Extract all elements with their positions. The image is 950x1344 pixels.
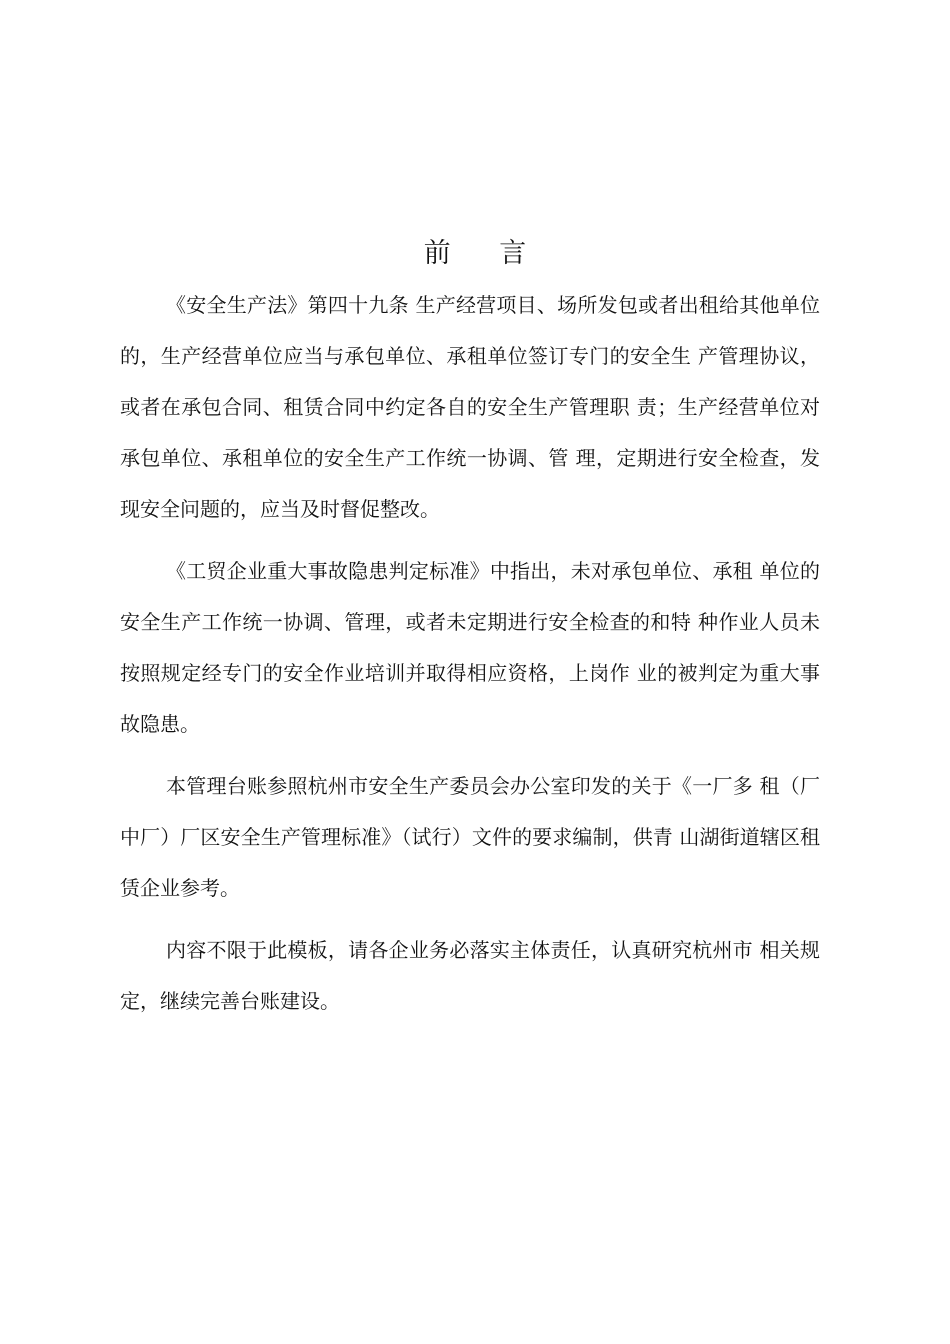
paragraph-safety-law: 《安全生产法》第四十九条 生产经营项目、场所发包或者出租给其他单位的，生产经营单位应当与承包单位、承租单位签订专门的安全生 产管理协议，或者在承包合同、租赁合同中约定各自的安全生产管理职 责；生产经营单位对承包单位、承租单位的安全生产工作统一协调、管 理，定期进行安全检查，发现安全问题的，应当及时督促整改。 bbox=[120, 293, 820, 521]
paragraph-ledger-reference: 本管理台账参照杭州市安全生产委员会办公室印发的关于《一厂多 租（厂中厂）厂区安全生产管理标准》（试行）文件的要求编制，供青 山湖街道辖区租赁企业参考。 bbox=[120, 774, 820, 900]
paragraph-hazard-standard: 《工贸企业重大事故隐患判定标准》中指出，未对承包单位、承租 单位的安全生产工作统一协调、管理，或者未定期进行安全检查的和特 种作业人员未按照规定经专门的安全作业培训并取得相应资格，上岗作 业的被判定为重大事故隐患。 bbox=[120, 559, 820, 736]
document-body bbox=[120, 280, 820, 1038]
page-title: 前 言 bbox=[423, 238, 547, 269]
paragraph-responsibility-note: 内容不限于此模板，请各企业务必落实主体责任，认真研究杭州市 相关规定，继续完善台账建设。 bbox=[120, 938, 820, 1013]
